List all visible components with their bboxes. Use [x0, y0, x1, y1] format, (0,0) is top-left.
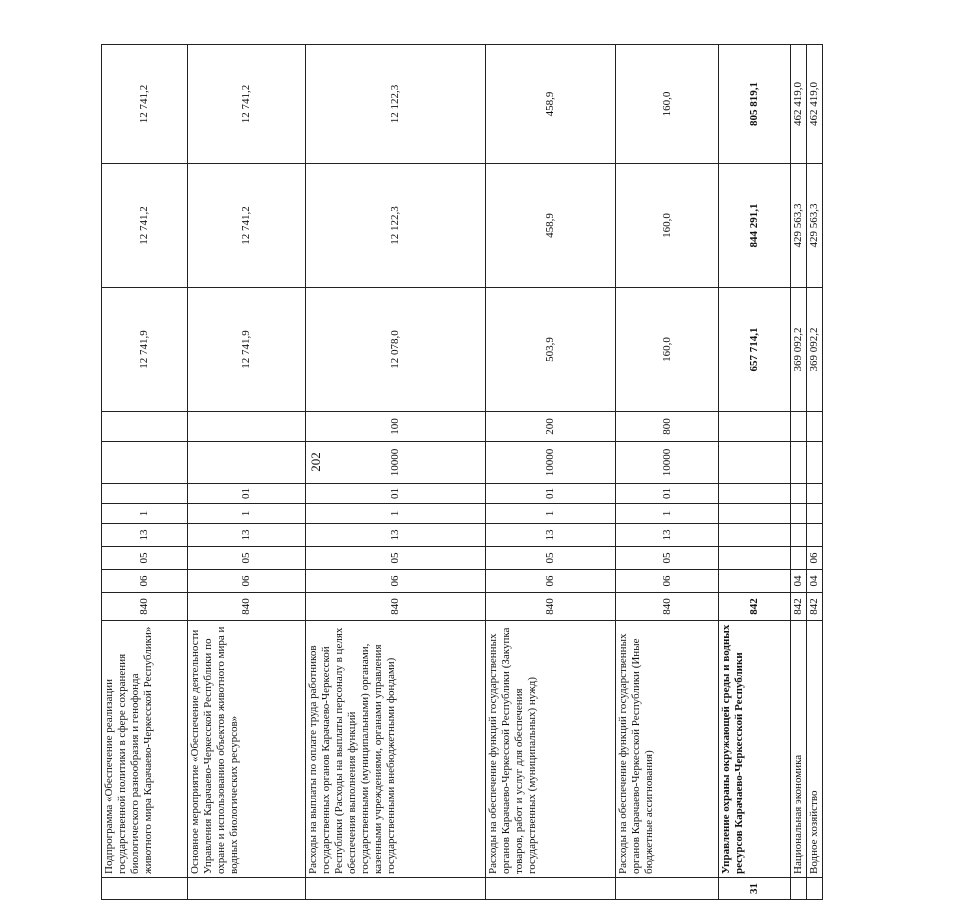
sum-year-1: 369 092,2: [791, 288, 807, 412]
target-article-part4: [719, 442, 791, 484]
target-article-part3: [719, 484, 791, 504]
row-name: Основное мероприятие «Обеспечение деятельности Управления Карачаево-Черкесской Республики по охране и использованию объектов животного мира и водных биологических ресурсов»: [188, 621, 306, 878]
row-number: [616, 878, 719, 900]
table-row: [188, 45, 306, 900]
target-article-part4: [102, 442, 188, 484]
row-name: Расходы на выплаты по оплате труда работников государственных органов Карачаево-Черкесской Республики (Расходы на выплаты персоналу в целях обеспечения выполнения функций государственными (муниципальными) органами, казенными учреждениями, органами управления государственными внебюджетными фондами): [306, 621, 486, 878]
target-article-part1: [807, 524, 823, 547]
glava-code: 840: [188, 593, 306, 621]
target-article-part4: [791, 442, 807, 484]
row-number: 31: [719, 878, 791, 900]
sum-year-1: 503,9: [486, 288, 616, 412]
sum-year-2: 12 741,2: [102, 164, 188, 288]
sum-year-3: 458,9: [486, 45, 616, 164]
rotated-table-area: [101, 45, 956, 894]
podrazdel-code: 05: [616, 547, 719, 570]
sum-year-1: 12 741,9: [188, 288, 306, 412]
razdel-code: 06: [616, 570, 719, 593]
table-row: [807, 45, 823, 900]
sum-year-2: 458,9: [486, 164, 616, 288]
budget-table: [101, 44, 823, 900]
glava-code: 840: [306, 593, 486, 621]
target-article-part4: 10000: [306, 442, 486, 484]
expense-type-code: [807, 412, 823, 442]
target-article-part1: 13: [188, 524, 306, 547]
expense-type-code: [102, 412, 188, 442]
sum-year-3: 12 741,2: [102, 45, 188, 164]
podrazdel-code: 05: [486, 547, 616, 570]
row-number: [791, 878, 807, 900]
glava-code: 840: [616, 593, 719, 621]
rotated-content: [101, 45, 820, 900]
sum-year-1: 12 078,0: [306, 288, 486, 412]
sum-year-2: 429 563,3: [807, 164, 823, 288]
sum-year-3: 805 819,1: [719, 45, 791, 164]
glava-code: 840: [102, 593, 188, 621]
sum-year-2: 160,0: [616, 164, 719, 288]
glava-code: 842: [791, 593, 807, 621]
page-number: 202: [308, 452, 323, 472]
target-article-part3: 01: [486, 484, 616, 504]
sum-year-3: 160,0: [616, 45, 719, 164]
target-article-part3: 01: [188, 484, 306, 504]
podrazdel-code: 05: [102, 547, 188, 570]
sum-year-3: 462 419,0: [791, 45, 807, 164]
podrazdel-code: 05: [306, 547, 486, 570]
table-row: [102, 45, 188, 900]
target-article-part1: 13: [616, 524, 719, 547]
sum-year-2: 429 563,3: [791, 164, 807, 288]
row-name: Управление охраны окружающей среды и водных ресурсов Карачаево-Черкесской Республики: [719, 621, 791, 878]
target-article-part4: 10000: [486, 442, 616, 484]
target-article-part3: 01: [306, 484, 486, 504]
expense-type-code: 800: [616, 412, 719, 442]
glava-code: 840: [486, 593, 616, 621]
target-article-part1: [719, 524, 791, 547]
target-article-part1: 13: [102, 524, 188, 547]
table-row: [616, 45, 719, 900]
sum-year-1: 369 092,2: [807, 288, 823, 412]
target-article-part2: 1: [102, 504, 188, 524]
podrazdel-code: 05: [188, 547, 306, 570]
sum-year-1: 160,0: [616, 288, 719, 412]
target-article-part2: 1: [306, 504, 486, 524]
target-article-part3: [102, 484, 188, 504]
table-row: [719, 45, 791, 900]
glava-code: 842: [807, 593, 823, 621]
target-article-part4: 10000: [616, 442, 719, 484]
sum-year-2: 12 122,3: [306, 164, 486, 288]
sum-year-2: 12 741,2: [188, 164, 306, 288]
row-name: Подпрограмма «Обеспечение реализации государственной политики в сфере сохранения биологического разнообразия и генофонда животного мира Карачаево-Черкесской Республики»: [102, 621, 188, 878]
sum-year-1: 12 741,9: [102, 288, 188, 412]
target-article-part2: 1: [486, 504, 616, 524]
target-article-part1: [791, 524, 807, 547]
razdel-code: 06: [102, 570, 188, 593]
target-article-part2: [791, 504, 807, 524]
target-article-part2: 1: [188, 504, 306, 524]
target-article-part1: 13: [306, 524, 486, 547]
row-number: [188, 878, 306, 900]
table-row: [486, 45, 616, 900]
podrazdel-code: 06: [807, 547, 823, 570]
expense-type-code: [188, 412, 306, 442]
row-name: Расходы на обеспечение функций государственных органов Карачаево-Черкесской Республики (Иные бюджетные ассигнования): [616, 621, 719, 878]
row-name: Водное хозяйство: [807, 621, 823, 878]
sum-year-1: 657 714,1: [719, 288, 791, 412]
razdel-code: 06: [486, 570, 616, 593]
expense-type-code: 200: [486, 412, 616, 442]
expense-type-code: 100: [306, 412, 486, 442]
row-name: Расходы на обеспечение функций государственных органов Карачаево-Черкесской Республики (Закупка товаров, работ и услуг для обеспечения государственных (муниципальных) нужд): [486, 621, 616, 878]
expense-type-code: [791, 412, 807, 442]
table-row: [791, 45, 807, 900]
podrazdel-code: [719, 547, 791, 570]
glava-code: 842: [719, 593, 791, 621]
target-article-part2: [719, 504, 791, 524]
target-article-part1: 13: [486, 524, 616, 547]
razdel-code: 06: [188, 570, 306, 593]
target-article-part3: [791, 484, 807, 504]
budget-table-body: [102, 45, 823, 900]
sum-year-3: 12 741,2: [188, 45, 306, 164]
row-number: [807, 878, 823, 900]
row-number: [306, 878, 486, 900]
target-article-part2: [807, 504, 823, 524]
row-name: Национальная экономика: [791, 621, 807, 878]
target-article-part3: [807, 484, 823, 504]
razdel-code: 06: [306, 570, 486, 593]
row-number: [486, 878, 616, 900]
sum-year-3: 462 419,0: [807, 45, 823, 164]
razdel-code: 04: [791, 570, 807, 593]
razdel-code: 04: [807, 570, 823, 593]
podrazdel-code: [791, 547, 807, 570]
table-row: [306, 45, 486, 900]
target-article-part3: 01: [616, 484, 719, 504]
row-number: [102, 878, 188, 900]
sum-year-3: 12 122,3: [306, 45, 486, 164]
sum-year-2: 844 291,1: [719, 164, 791, 288]
target-article-part4: [807, 442, 823, 484]
target-article-part4: [188, 442, 306, 484]
expense-type-code: [719, 412, 791, 442]
razdel-code: [719, 570, 791, 593]
target-article-part2: 1: [616, 504, 719, 524]
